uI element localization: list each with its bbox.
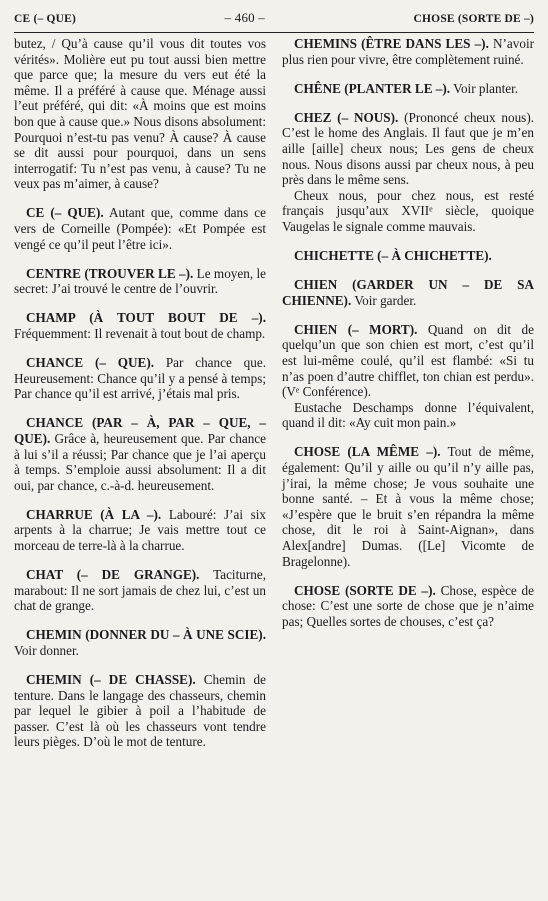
headword: CHEZ (– NOUS).	[294, 109, 399, 125]
entry-champ	[14, 310, 266, 341]
headword: CHOSE (LA MÊME –).	[294, 444, 441, 460]
entry-chemin-donner	[14, 627, 266, 658]
headword: CENTRE (TROUVER LE –).	[26, 265, 194, 281]
header-left: CE (– QUE)	[14, 13, 77, 25]
entry-charrue	[14, 507, 266, 554]
entry-text: Taciturne, marabout: Il ne sort jamais de chez lui, c’est un chat de grange.	[14, 567, 266, 614]
entry-text: butez, / Qu’à cause qu’il vous dit toutes vos vérités». Molière eut pu tout aussi bien mettre que parce que; la mesure du vers eut été la même. Il a préféré à cause que. Ménage aussi l’eut préféré, qui dit: «À moins que est moins bon que à cause que.» Nous disons absolument: Pourquoi n’est-tu pas venu? À cause? À cause se dit aussi pour pourquoi, dans un sens interrogatif: Tu n’est pas venu, à cause? Tu ne veux pas m’aimer, à cause?	[14, 36, 266, 192]
headword: CHIEN (GARDER UN – DE SA CHIENNE).	[282, 277, 534, 308]
entry-continuation	[14, 36, 266, 192]
entry-text: Voir planter.	[453, 80, 519, 96]
headword: CHEMIN (– DE CHASSE).	[26, 672, 196, 688]
entry-text: Quand on dit de quelqu’un que son chien est mort, c’est qu’il est lui-même coulé, qu’il est flambé: «Si tu n’as poen d’autre chifflet, ton chian est perdu». (Vᵉ Conférence).	[282, 321, 534, 400]
entry-chez	[282, 110, 534, 235]
entry-text: Par chance que. Heureusement: Chance qu’il y a pensé à temps; Par chance qu’il est arrivé, j’étais mal pris.	[14, 355, 266, 402]
right-column	[282, 36, 534, 764]
entry-text: Le moyen, le secret: J’ai trouvé le centre de l’ouvrir.	[14, 265, 267, 297]
headword: CHIEN (– MORT).	[294, 321, 418, 337]
headword: CE (– QUE).	[26, 205, 104, 221]
entry-text: Voir garder.	[354, 292, 417, 308]
entry-text: Tout de même, également: Qu’il y aille ou qu’il n’y aille pas, j’irai, la même chose; Je vous souhaite une bonne santé. – Et à vous la même chose; «J’espère que le bruit s’en répandra la même chose, dit le roi à Saint-Aignan», dans Alex[andre] Dumas. ([Le] Vicomte de Bragelonne).	[282, 444, 535, 569]
entry-chene	[282, 81, 534, 97]
entry-text: Labouré: J’ai six arpents à la charrue; Je vais mettre tout ce morceau de terre-là à la charrue.	[14, 506, 267, 554]
headword: CHAMP (À TOUT BOUT DE –).	[26, 310, 266, 326]
page-number: – 460 –	[224, 10, 265, 25]
entry-text: Chemin de tenture. Dans le langage des chasseurs, chemin par lequel le gibier à poil a l’habitude de passer. C’est là où les chasseurs vont tendre leurs pièges. D’où le mot de tenture.	[14, 672, 266, 750]
headword: CHEMINS (ÊTRE DANS LES –).	[294, 36, 489, 51]
headword: CHICHETTE (– À CHICHETTE).	[294, 248, 492, 264]
entry-text: Chose, espèce de chose: C’est une sorte de chose que je n’aime pas; Quelles sortes de chouses, c’est ça?	[282, 582, 535, 629]
headword: CHÊNE (PLANTER LE –).	[294, 80, 451, 96]
entry-chemin-chasse	[14, 672, 266, 750]
headword: CHEMIN (DONNER DU – À UNE SCIE).	[26, 627, 266, 643]
entry-chien-mort	[282, 322, 534, 431]
headword: CHANCE (– QUE).	[26, 355, 155, 371]
entry-text: Voir donner.	[14, 643, 79, 658]
entry-chance-que	[14, 355, 266, 402]
entry-chien-garder	[282, 277, 534, 308]
entry-text: N’avoir plus rien pour vivre, être complètement ruiné.	[282, 36, 534, 67]
headword: CHANCE (PAR – À, PAR – QUE, – QUE).	[14, 415, 266, 446]
entry-chat	[14, 567, 266, 614]
entry-chance-par	[14, 415, 266, 493]
entry-ce-que	[14, 205, 266, 252]
running-header	[14, 10, 534, 32]
entry-text: Grâce à, heureusement que. Par chance à lui s’il a réussi; Par chance que je l’ai aperçu à temps. S’emploie aussi absolument: Il a dit oui, par chance, c.-à-d. heureusement.	[14, 430, 266, 493]
entry-text: Autant que, comme dans ce vers de Corneille (Pompée): «Et Pompée est vengé ce qu’il peut l’être ici».	[14, 205, 266, 252]
entry-text-2: Eustache Deschamps donne l’équivalent, quand il dit: «Ay cuit mon pain.»	[282, 399, 534, 431]
entry-centre	[14, 266, 266, 297]
header-right: CHOSE (SORTE DE –)	[413, 13, 534, 25]
headword: CHOSE (SORTE DE –).	[294, 582, 436, 598]
entry-chose-meme	[282, 444, 534, 569]
entry-chose-sorte	[282, 583, 534, 630]
entry-text: (Prononcé cheux nous). C’est le home des Anglais. Il faut que je m’en aille [aille] cheux nous; Les gens de cheux nous. Nous disons aussi par cheux nous, à peu près dans le même sens.	[282, 109, 535, 188]
header-rule	[14, 32, 534, 33]
entry-text: Fréquemment: Il revenait à tout bout de champ.	[14, 326, 266, 341]
left-column	[14, 36, 266, 764]
entry-chichette	[282, 248, 534, 264]
headword: CHAT (– DE GRANGE).	[26, 567, 200, 583]
entry-chemins	[282, 36, 534, 67]
entry-text-2: Cheux nous, pour chez nous, est resté français jusqu’aux XVIIᵉ siècle, quoique Vaugelas le signale comme mauvais.	[282, 187, 534, 234]
columns	[14, 36, 534, 764]
headword: CHARRUE (À LA –).	[26, 506, 162, 522]
